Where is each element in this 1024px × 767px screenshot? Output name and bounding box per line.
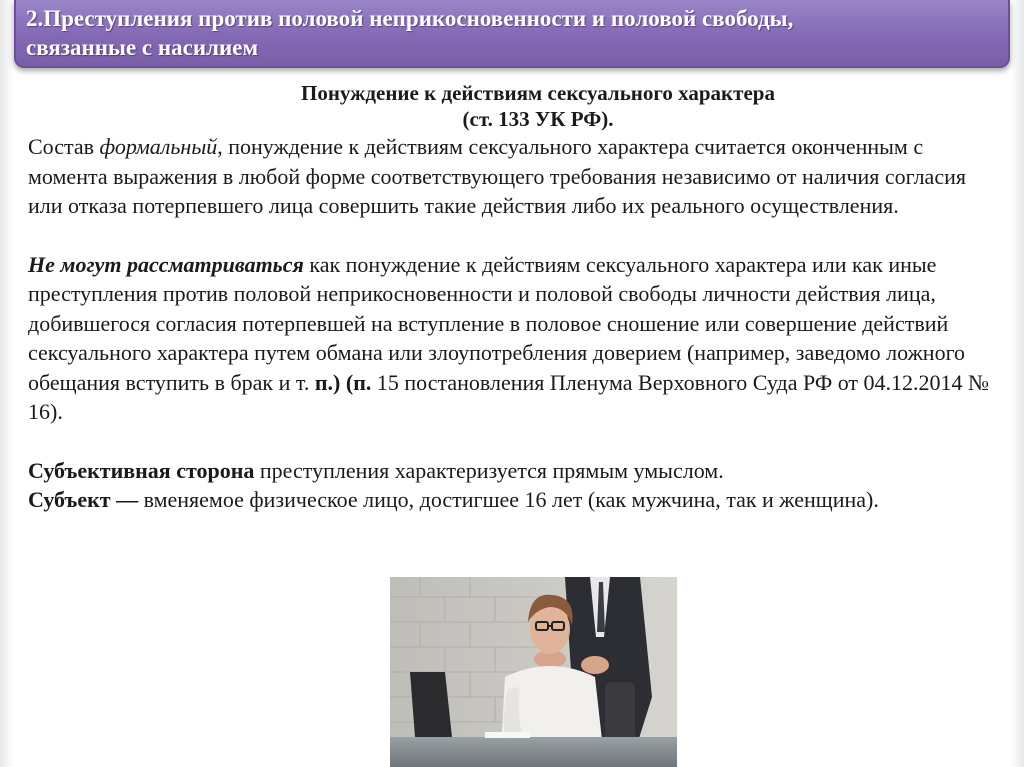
section-heading-line-1: Понуждение к действиям сексуального характера	[301, 81, 775, 105]
paragraph-subjective-side	[28, 456, 998, 486]
slide-title-line-1: 2.Преступления против половой неприкосновенности и половой свободы,	[26, 6, 794, 31]
paragraph-exclusions-bold: п.) (п.	[314, 369, 372, 395]
title-bar	[14, 0, 1010, 68]
paragraph-subject-term: Субъект —	[28, 487, 139, 512]
paragraph-subjective-side-term: Субъективная сторона	[28, 457, 255, 483]
paragraph-spacer	[28, 427, 998, 456]
section-heading-line-2: (ст. 133 УК РФ).	[462, 107, 614, 131]
paragraph-subject	[28, 485, 998, 515]
paragraph-composition-text-2: , понуждение к действиям сексуального характера считается оконченным с момента выражения в любой форме соответствующего требования независимо от наличия согласия или отказа потерпевшего лица совершить такие действия либо их реального осуществления.	[28, 134, 966, 218]
paragraph-composition-italic: формальный	[99, 134, 218, 159]
slide-content	[28, 80, 998, 515]
paragraph-subject-text: вменяемое физическое лицо, достигшее 16 лет (как мужчина, так и женщина).	[138, 487, 879, 512]
office-photo	[390, 577, 677, 767]
paragraph-spacer	[28, 221, 998, 250]
office-photo-illustration	[390, 577, 677, 767]
section-heading	[28, 80, 998, 132]
slide-title-line-2: связанные с насилием	[26, 35, 259, 60]
paragraph-exclusions	[28, 250, 998, 427]
paragraph-exclusions-text-1: как понуждение к действиям сексуального характера или как иные преступления против половой неприкосновенности и половой свободы личности действия лица, добившегося согласия потерпевшей на вступление в половое сношение или совершение действий сексуального характера путем обмана или злоупотребления доверием (например, заведомо ложного обещания вступить в брак и т.	[28, 251, 966, 395]
slide-title	[26, 4, 998, 62]
paragraph-composition-text-1: Состав	[28, 134, 100, 159]
paragraph-exclusions-text-2: 15 постановления Пленума Верховного Суда РФ от 04.12.2014 № 16).	[28, 369, 990, 424]
paragraph-subjective-side-text: преступления характеризуется прямым умыслом.	[254, 457, 724, 483]
paragraph-exclusions-emphasis: Не могут рассматриваться	[28, 251, 304, 277]
paragraph-composition	[28, 132, 998, 221]
